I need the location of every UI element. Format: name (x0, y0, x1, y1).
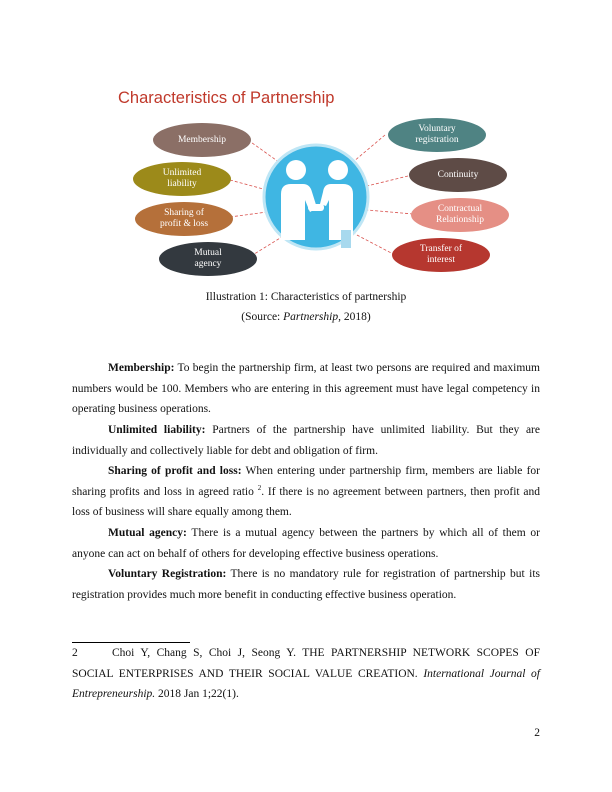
node-contractual-relationship (411, 198, 509, 232)
node-mutual-agency (159, 242, 257, 276)
footnote-reference[interactable]: 2 (257, 483, 262, 492)
figure-title: Characteristics of Partnership (118, 89, 335, 107)
node-label: Unlimited liability (162, 168, 202, 189)
partnership-illustration (105, 80, 515, 280)
page-number: 2 (534, 727, 540, 739)
node-label: Transfer of interest (419, 244, 463, 265)
paragraph-voluntary-registration: Voluntary Registration: There is no mandatory rule for registration of partnership but its registration provides much more benefit in conducting effective business operation. (72, 568, 540, 601)
node-voluntary-registration (388, 118, 486, 152)
node-label: Contractual Relationship (435, 204, 485, 225)
node-label: Voluntary registration (415, 124, 459, 145)
paragraph-unlimited-liability: Unlimited liability: Partners of the partnership have unlimited liability. But they are individually and collectively liable for debt and obligation of firm. (72, 424, 540, 457)
node-label: Mutual agency (194, 248, 222, 269)
paragraph-sharing-profit-loss: Sharing of profit and loss: When entering under partnership firm, members are liable for sharing profits and loss in agreed ratio $^2$. If there is no agreement between partners, then profit and loss of business will share equally among them. (72, 465, 540, 518)
paragraph-mutual-agency: Mutual agency: There is a mutual agency between the partners by which all of them or anyone can act on behalf of others for developing effective business operations. (72, 527, 540, 560)
node-transfer-of-interest (392, 238, 490, 272)
node-continuity (409, 158, 507, 192)
node-unlimited-liability (133, 162, 231, 196)
node-label: Sharing of profit & loss (159, 208, 209, 229)
figure-caption: Illustration 1: Characteristics of partnership (205, 291, 407, 303)
figure-source: (Source: Partnership, 2018) (241, 311, 371, 323)
node-membership (153, 123, 251, 157)
node-sharing-profit-loss (135, 202, 233, 236)
node-label: Membership (177, 134, 227, 145)
footnote: 2 Choi Y, Chang S, Choi J, Seong Y. THE PARTNERSHIP NETWORK SCOPES OF SOCIAL ENTERPRISES AND THEIR SOCIAL VALUE CREATION. International Journal of Entrepreneurship. 2018 Jan 1;22(1). (72, 643, 540, 705)
paragraph-membership: Membership: To begin the partnership firm, at least two persons are required and maximum numbers would be 100. Members who are entering in this agreement must have legal competency in operating business operations. (72, 362, 540, 415)
footnote-number: 2 (72, 647, 78, 659)
node-label: Continuity (437, 169, 479, 180)
